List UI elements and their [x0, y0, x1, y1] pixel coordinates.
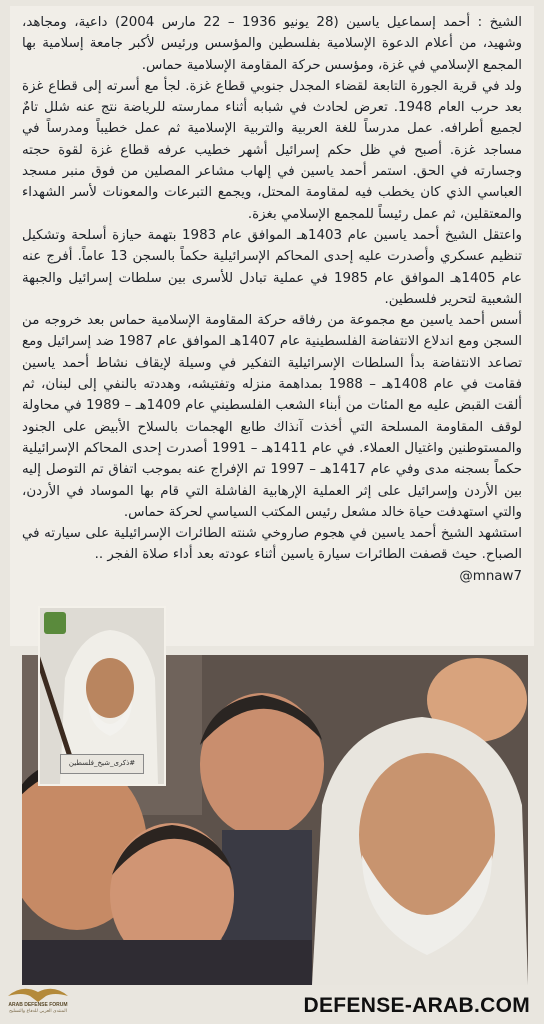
- site-brand: DEFENSE-ARAB.COM: [303, 994, 530, 1017]
- article-paragraph-3: واعتقل الشيخ أحمد ياسين عام 1403هـ الموافق عام 1983 بتهمة حيازة أسلحة وتشكيل تنظيم عسكري وأصدرت عليه إحدى المحاكم الإسرائيلية حكماً بالسجن 13 عاماً. أفرج عنه عام 1405هـ الموافق عام 1985 في عملية تبادل للأسرى بين سلطات إسرائيل والجبهة الشعبية لتحرير فلسطين.: [22, 227, 522, 307]
- forum-logo-sub: المنتدى العربي للدفاع والتسليح: [9, 1009, 67, 1014]
- inset-portrait: [38, 606, 166, 786]
- forum-logo-name: ARAB DEFENSE FORUM: [8, 1002, 68, 1008]
- article-paragraph-1: الشيخ : أحمد إسماعيل ياسين (28 يونيو 1936 – 22 مارس 2004) داعية، ومجاهد، وشهيد، من أعلام الدعوة الإسلامية بفلسطين والمؤسس ورئيس لأكبر جامعة إسلامية بها المجمع الإسلامي في غزة، ومؤسس حركة المقاومة الإسلامية حماس.: [22, 15, 523, 73]
- inset-logo-icon: [44, 612, 66, 634]
- author-handle-line: [22, 566, 522, 587]
- forum-logo: [2, 982, 74, 1022]
- eagle-icon: [2, 982, 74, 1004]
- article-text: [10, 6, 534, 646]
- article-paragraph-4: أسس أحمد ياسين مع مجموعة من رفاقه حركة المقاومة الإسلامية حماس بعد خروجه من السجن ومع اندلاع الانتفاضة الفلسطينية عام 1407هـ الموافق عام 1987 ضد إسرائيل ومع تصاعد الانتفاضة بدأ السلطات الإسرائيلية التفكير في وسيلة لإيقاف نشاط أحمد ياسين فقامت في عام 1408هـ – 1988 بمداهمة منزله وتفتيشه، وهددته بالنفي إلى لبنان، ثم ألقت القبض عليه مع المئات من أبناء الشعب الفلسطيني عام 1409هـ – 1989 في محاولة لوقف المقاومة المسلحة التي أخذت آنذاك طابع الهجمات بالسلاح الأبيض على الجنود والمستوطنين واغتيال العملاء. في عام 1411هـ – 1991 أصدرت إحدى المحاكم الإسرائيلية حكماً بسجنه مدى وفي عام 1417هـ – 1997 تم الإفراج عنه بموجب اتفاق تم التوصل إليه بين الأردن وإسرائيل على إثر العملية الإرهابية الفاشلة التي قام بها الموساد في الأردن، والتي استهدفت حياة خالد مشعل رئيس المكتب السياسي لحركة حماس.: [22, 313, 522, 520]
- author-handle: @mnaw7: [459, 568, 522, 584]
- inset-caption: #ذكرى_شيخ_فلسطين: [60, 754, 144, 774]
- article-paragraph-5: استشهد الشيخ أحمد ياسين في هجوم صاروخي شنته الطائرات الإسرائيلية على سيارته في الصباح. حيث قصفت الطائرات سيارة ياسين أثناء عودته بعد أداء صلاة الفجر ..: [22, 526, 522, 563]
- article-paragraph-2: ولد في قرية الجورة التابعة لقضاء المجدل جنوبي قطاع غزة. لجأ مع أسرته إلى قطاع غزة بعد حرب العام 1948. تعرض لحادث في شبابه أثناء ممارسته للرياضة نتج عنه شلل تامٌ لجميع أطرافه. عمل مدرساً للغة العربية والتربية الإسلامية ثم عمل خطيباً ومدرساً في مساجد غزة. أصبح في ظل حكم إسرائيل أشهر خطيب عرفه قطاع غزة لقوة حجته وجسارته في الحق. استمر أحمد ياسين في إلهاب مشاعر المصلين من فوق منبر مسجد العباسي الذي كان يخطب فيه لمقاومة المحتل، ويجمع التبرعات والمعونات لأسر الشهداء والمعتقلين، ثم عمل رئيساً للمجمع الإسلامي بغزة.: [22, 78, 522, 222]
